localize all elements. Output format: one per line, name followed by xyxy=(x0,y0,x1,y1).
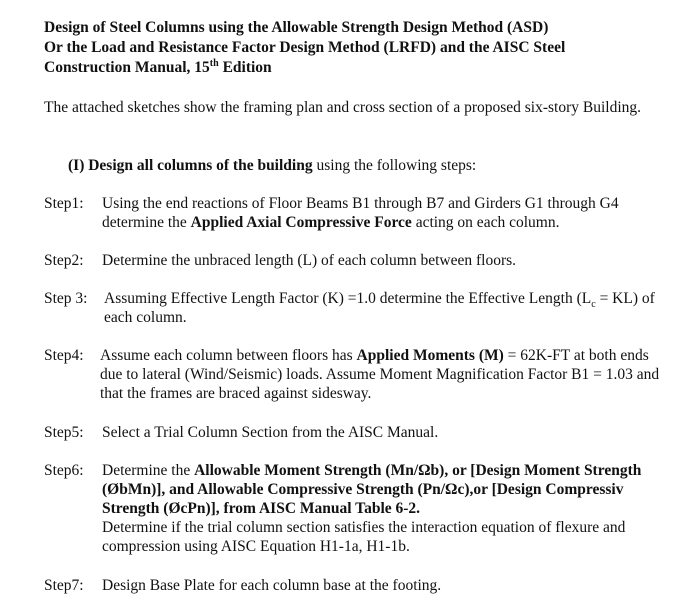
document-title xyxy=(44,18,664,78)
title-line-1: Design of Steel Columns using the Allowable Strength Design Method (ASD) xyxy=(44,19,549,36)
step-label: Step7: xyxy=(44,577,84,594)
step-label: Step1: xyxy=(44,195,84,212)
step-6-text-a: Determine the xyxy=(102,462,195,479)
step-6-text-b: Determine if the trial column section satisfies the interaction equation of flexure and compression using AISC Equation H1-1a, H1-1b. xyxy=(102,519,626,555)
part-heading-bold: (I) Design all columns of the building xyxy=(68,157,313,174)
step-3-text-a: Assuming Effective Length Factor (K) =1.0 determine the Effective Length (L xyxy=(104,290,592,307)
step-1-text-a: Using the end reactions of Floor Beams B1 through B7 and Girders G1 through G4 determine the xyxy=(102,195,619,231)
step-4-text-a: Assume each column between floors has xyxy=(100,347,357,364)
title-line-2: Or the Load and Resistance Factor Design Method (LRFD) and the AISC Steel xyxy=(44,39,566,56)
title-line-3-text: Construction Manual, 15 xyxy=(44,59,210,76)
step-4-bold: Applied Moments (M) xyxy=(356,347,504,364)
step-1-text-b: acting on each column. xyxy=(411,214,560,231)
step-3-subscript: c xyxy=(591,299,596,311)
step-label: Step 3: xyxy=(44,290,88,307)
step-text xyxy=(100,346,660,403)
step-1-bold: Applied Axial Compressive Force xyxy=(190,214,412,231)
step-text xyxy=(102,194,662,232)
title-superscript: th xyxy=(209,57,219,69)
step-3-text-b: = KL) of each column. xyxy=(104,290,655,326)
step-6-bold: Allowable Moment Strength (Mn/Ωb), or [Design Moment Strength (ØbMn)], and Allowable Compressive Strength (Pn/Ωc),or [Design Compressiv Strength (ØcPn)], from AISC Manual Table 6-2. xyxy=(102,462,642,517)
step-4-text-b: = 62K-FT at both ends due to lateral (Wind/Seismic) loads. Assume Moment Magnification Factor B1 = 1.03 and that the frames are braced against sidesway. xyxy=(100,347,660,402)
step-label: Step2: xyxy=(44,252,84,269)
part-heading-rest: using the following steps: xyxy=(312,157,477,174)
intro-paragraph: The attached sketches show the framing plan and cross section of a proposed six-story Building. xyxy=(44,99,642,116)
step-label: Step5: xyxy=(44,424,84,441)
title-line-3-end: Edition xyxy=(218,59,272,76)
step-text xyxy=(102,461,662,556)
part-heading xyxy=(68,156,476,175)
step-text: Select a Trial Column Section from the AISC Manual. xyxy=(102,424,439,441)
step-text: Design Base Plate for each column base at the footing. xyxy=(102,577,442,594)
step-label: Step4: xyxy=(44,347,84,364)
step-label: Step6: xyxy=(44,462,84,479)
step-text xyxy=(104,289,664,327)
title-line-3 xyxy=(44,58,664,78)
step-text: Determine the unbraced length (L) of each column between floors. xyxy=(102,252,517,269)
